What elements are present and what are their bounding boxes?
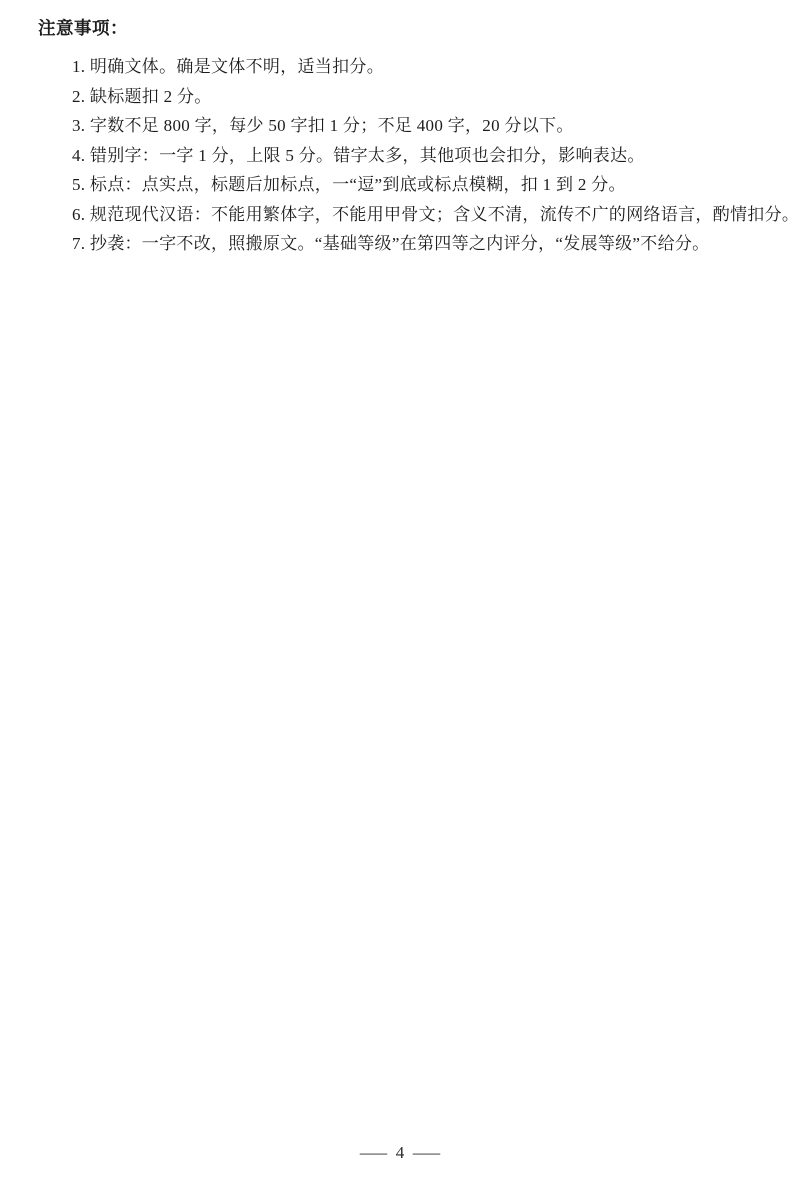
notice-item-2: 2. 缺标题扣 2 分。 [72,86,212,106]
notice-list [38,52,800,259]
footer-dash-left: — [359,1143,387,1162]
footer-dash-right: — [413,1143,441,1162]
page-footer [0,1143,800,1163]
notice-item-6: 6. 规范现代汉语：不能用繁体字，不能用甲骨文；含义不清，流传不广的网络语言，酌情扣分。 [72,204,800,224]
page-number: 4 [395,1143,405,1162]
notice-section [0,0,800,259]
notice-item-3: 3. 字数不足 800 字，每少 50 字扣 1 分；不足 400 字，20 分以下。 [72,116,574,135]
notice-heading: 注意事项： [38,18,128,38]
notice-item-5: 5. 标点：点实点，标题后加标点，一“逗”到底或标点模糊，扣 1 到 2 分。 [72,175,626,194]
notice-item-1: 1. 明确文体。确是文体不明，适当扣分。 [72,57,384,76]
notice-item-7: 7. 抄袭：一字不改，照搬原文。“基础等级”在第四等之内评分，“发展等级”不给分。 [72,234,710,253]
notice-item-4: 4. 错别字：一字 1 分，上限 5 分。错字太多，其他项也会扣分，影响表达。 [72,145,645,165]
